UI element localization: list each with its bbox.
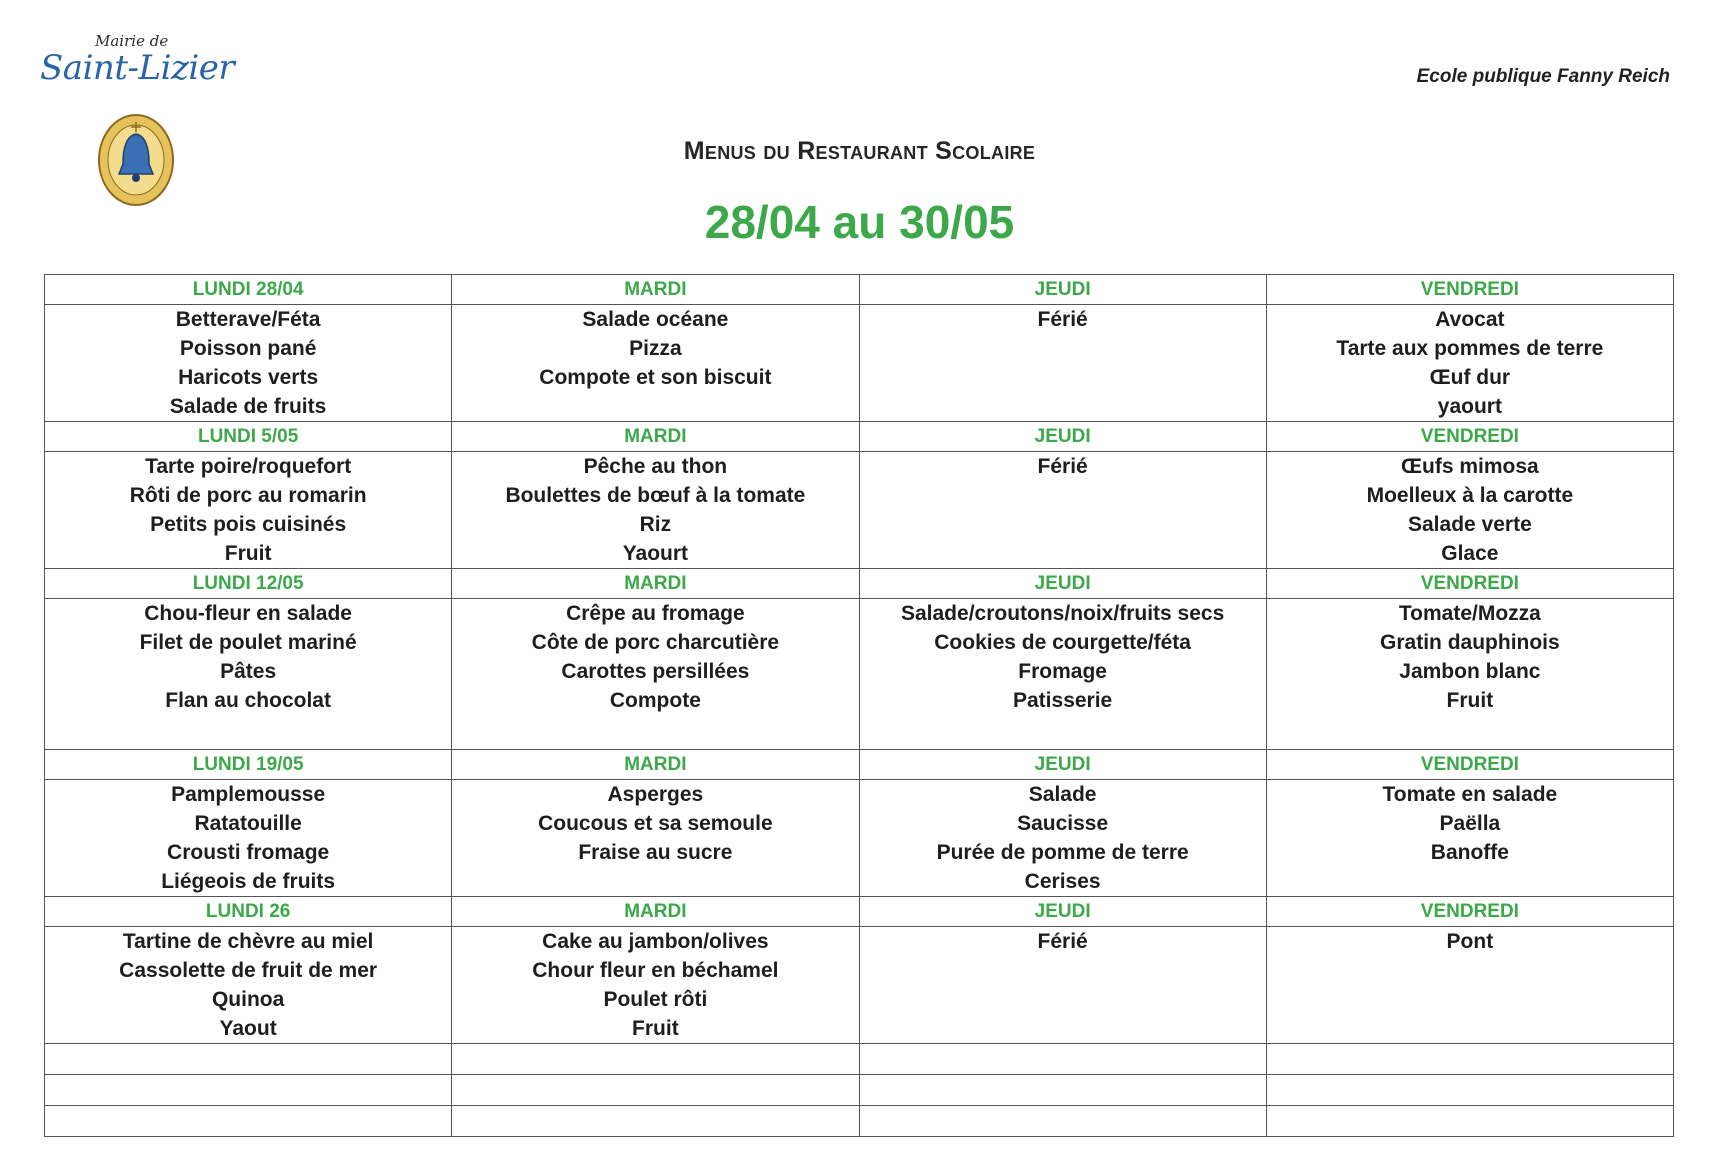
menu-item: Compote [609, 689, 701, 712]
logo-mairie-text: Mairie de [95, 32, 169, 50]
menu-item: Salade [1028, 783, 1097, 806]
menu-item: Yaourt [622, 542, 689, 565]
day-header: JEUDI [859, 750, 1266, 780]
menu-item: Pamplemousse [171, 783, 326, 806]
day-menu-cell [1266, 927, 1673, 1044]
menu-item: Salade de fruits [169, 395, 327, 418]
menu-item: Liégeois de fruits [161, 870, 336, 893]
day-menu-cell [452, 780, 859, 897]
day-menu-cell [452, 927, 859, 1044]
day-header: JEUDI [859, 275, 1266, 305]
week-header-row [45, 422, 1674, 452]
menu-item: Tomate en salade [1382, 783, 1558, 806]
day-header: MARDI [452, 422, 859, 452]
day-menu-cell [45, 780, 452, 897]
town-logo [40, 32, 240, 212]
day-menu-cell [45, 599, 452, 750]
menu-item: Jambon blanc [1399, 660, 1541, 683]
menu-item: Poulet rôti [603, 988, 708, 1011]
day-header: MARDI [452, 275, 859, 305]
day-header: LUNDI 12/05 [45, 569, 452, 599]
day-menu-cell [1266, 305, 1673, 422]
day-menu-cell [452, 599, 859, 750]
week-menu-row [45, 452, 1674, 569]
day-header: LUNDI 19/05 [45, 750, 452, 780]
empty-cell [859, 1075, 1266, 1106]
day-menu-cell [859, 780, 1266, 897]
menu-item: Saucisse [1017, 812, 1109, 835]
day-menu-cell [859, 452, 1266, 569]
menu-item: Riz [639, 513, 672, 536]
day-menu-cell [45, 305, 452, 422]
menu-item: Flan au chocolat [165, 689, 331, 712]
day-header: VENDREDI [1266, 569, 1673, 599]
menu-item: Ratatouille [194, 812, 302, 835]
menu-item: Tomate/Mozza [1398, 602, 1541, 625]
menu-item: Crêpe au fromage [566, 602, 745, 625]
menu-item: Banoffe [1430, 841, 1509, 864]
menu-item: Moelleux à la carotte [1366, 484, 1574, 507]
menu-item: Pêche au thon [583, 455, 728, 478]
empty-cell [1266, 1106, 1673, 1137]
day-header: MARDI [452, 897, 859, 927]
menu-table [44, 274, 1674, 1137]
menu-item: Poisson pané [179, 337, 317, 360]
menu-item: Férié [1037, 308, 1088, 331]
day-header: VENDREDI [1266, 275, 1673, 305]
day-header: VENDREDI [1266, 422, 1673, 452]
day-menu-cell [45, 927, 452, 1044]
menu-item: yaourt [1437, 395, 1502, 418]
menu-item: Pizza [629, 337, 682, 360]
menu-item: Cookies de courgette/féta [934, 631, 1191, 654]
day-header: VENDREDI [1266, 750, 1673, 780]
empty-cell [452, 1044, 859, 1075]
menu-item: Coucous et sa semoule [538, 812, 773, 835]
menu-item: Fruit [224, 542, 272, 565]
empty-cell [859, 1044, 1266, 1075]
day-menu-cell [859, 305, 1266, 422]
week-header-row [45, 275, 1674, 305]
week-menu-row [45, 599, 1674, 750]
menu-item: Tarte aux pommes de terre [1336, 337, 1604, 360]
week-menu-row [45, 927, 1674, 1044]
day-header: JEUDI [859, 897, 1266, 927]
empty-row [45, 1044, 1674, 1075]
menu-item: Purée de pomme de terre [936, 841, 1189, 864]
day-header: LUNDI 5/05 [45, 422, 452, 452]
menu-item: Pont [1446, 930, 1494, 953]
empty-cell [45, 1106, 452, 1137]
menu-item: Quinoa [211, 988, 285, 1011]
menu-item: Boulettes de bœuf à la tomate [505, 484, 806, 507]
menu-item: Férié [1037, 455, 1088, 478]
day-menu-cell [1266, 780, 1673, 897]
menu-item: Pâtes [220, 660, 277, 683]
menu-item: Patisserie [1013, 689, 1113, 712]
menu-item: Tartine de chèvre au miel [122, 930, 374, 953]
day-header: VENDREDI [1266, 897, 1673, 927]
menu-item: Chou-fleur en salade [144, 602, 352, 625]
menu-item: Glace [1441, 542, 1499, 565]
day-menu-cell [1266, 452, 1673, 569]
menu-item: Salade océane [582, 308, 729, 331]
menu-item: Fruit [632, 1017, 679, 1040]
school-name: Ecole publique Fanny Reich [1416, 66, 1670, 87]
day-menu-cell [859, 599, 1266, 750]
empty-cell [1266, 1044, 1673, 1075]
menu-item: Rôti de porc au romarin [129, 484, 367, 507]
week-header-row [45, 569, 1674, 599]
day-header: LUNDI 26 [45, 897, 452, 927]
menu-item: Compote et son biscuit [539, 366, 772, 389]
menu-item: Fraise au sucre [578, 841, 733, 864]
menu-item: Cake au jambon/olives [542, 930, 769, 953]
menu-item: Férié [1037, 930, 1088, 953]
day-menu-cell [45, 452, 452, 569]
day-header: MARDI [452, 750, 859, 780]
empty-cell [1266, 1075, 1673, 1106]
day-menu-cell [452, 452, 859, 569]
menu-item: Cerises [1024, 870, 1101, 893]
day-menu-cell [452, 305, 859, 422]
day-header: LUNDI 28/04 [45, 275, 452, 305]
menu-item: Salade/croutons/noix/fruits secs [900, 602, 1225, 625]
menu-item: Asperges [607, 783, 704, 806]
empty-cell [452, 1075, 859, 1106]
menu-item: Yaout [219, 1017, 277, 1040]
empty-cell [45, 1044, 452, 1075]
empty-row [45, 1106, 1674, 1137]
menu-item: Fruit [1446, 689, 1494, 712]
menu-item: Cassolette de fruit de mer [119, 959, 378, 982]
day-header: JEUDI [859, 422, 1266, 452]
menu-item: Paëlla [1439, 812, 1501, 835]
week-header-row [45, 750, 1674, 780]
week-menu-row [45, 305, 1674, 422]
menu-item: Avocat [1435, 308, 1505, 331]
empty-cell [452, 1106, 859, 1137]
menu-item: Gratin dauphinois [1380, 631, 1560, 654]
menu-item: Haricots verts [178, 366, 319, 389]
day-menu-cell [859, 927, 1266, 1044]
menu-item: Carottes persillées [561, 660, 750, 683]
menu-item: Tarte poire/roquefort [145, 455, 352, 478]
day-menu-cell [1266, 599, 1673, 750]
empty-row [45, 1075, 1674, 1106]
logo-town-name: Saint-Lizier [40, 48, 235, 88]
menu-item: Filet de poulet mariné [139, 631, 357, 654]
menu-item: Crousti fromage [167, 841, 330, 864]
menu-item: Petits pois cuisinés [150, 513, 347, 536]
empty-cell [859, 1106, 1266, 1137]
page-title: Menus du Restaurant Scolaire [683, 137, 1036, 165]
menu-item: Œufs mimosa [1401, 455, 1539, 478]
menu-item: Chour fleur en béchamel [532, 959, 779, 982]
menu-item: Salade verte [1408, 513, 1532, 536]
day-header: MARDI [452, 569, 859, 599]
menu-item: Côte de porc charcutière [531, 631, 780, 654]
week-header-row [45, 897, 1674, 927]
day-header: JEUDI [859, 569, 1266, 599]
week-menu-row [45, 780, 1674, 897]
menu-item: Œuf dur [1429, 366, 1511, 389]
menu-period: 28/04 au 30/05 [704, 196, 1015, 248]
menu-item: Fromage [1018, 660, 1107, 683]
menu-item: Betterave/Féta [175, 308, 321, 331]
empty-cell [45, 1075, 452, 1106]
